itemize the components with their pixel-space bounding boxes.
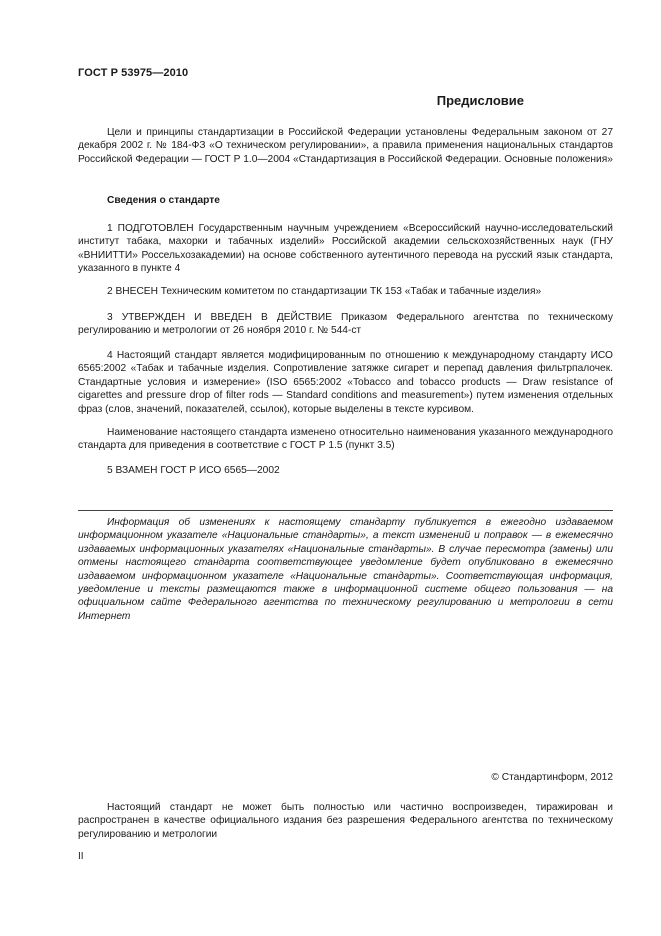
- divider: [78, 510, 613, 511]
- item-5-replaces: 5 ВЗАМЕН ГОСТ Р ИСО 6565—2002: [107, 465, 280, 476]
- item-2-introduced: 2 ВНЕСЕН Техническим комитетом по стандартизации ТК 153 «Табак и табачные изделия»: [107, 286, 542, 297]
- item-4-modification: 4 Настоящий стандарт является модифицированным по отношению к международному стандарту ИСО 6565:2002 «Табак и табачные изделия. Сопротивление затяжке сигарет и перепад давления фильтрпалочек. Стандартные условия и измерение» (ISO 6565:2002 «Tobacco and tobacco products — Draw resistance of cigarettes and pressure drop of filter rods — Standard conditions and measurement») путем изменения отдельных фраз (слов, значений, показателей, ссылок), которые выделены в тексте курсивом.: [78, 350, 613, 415]
- section-heading: Сведения о стандарте: [107, 195, 220, 206]
- page-title-text: Предисловие: [436, 93, 524, 108]
- amendments-notice: Информация об изменениях к настоящему стандарту публикуется в ежегодно издаваемом информационном указателе «Национальные стандарты», а текст изменений и поправок — в ежемесячно издаваемых информационных указателях «Национальные стандарты». В случае пересмотра (замены) или отмены настоящего стандарта соответствующее уведомление будет опубликовано в ежемесячно издаваемом информационном указателе «Национальные стандарты». Соответствующая информация, уведомление и тексты размещаются также в информационной системе общего пользования — на официальном сайте Федерального агентства по техническому регулированию и метрологии в сети Интернет: [78, 517, 613, 622]
- copyright: © Стандартинформ, 2012: [491, 772, 613, 783]
- page-number: II: [78, 851, 84, 862]
- intro-paragraph: Цели и принципы стандартизации в Российской Федерации установлены Федеральным законом от 27 декабря 2002 г. № 184-ФЗ «О техническом регулировании», а правила применения национальных стандартов Российской Федерации — ГОСТ Р 1.0—2004 «Стандартизация в Российской Федерации. Основные положения»: [78, 127, 613, 165]
- item-1-prepared: 1 ПОДГОТОВЛЕН Государственным научным учреждением «Всероссийский научно-исследовательский институт табака, махорки и табачных изделий» Российской академии сельскохозяйственных наук (ГНУ «ВНИИТТИ» Россельхозакадемии) на основе собственного аутентичного перевода на русский язык стандарта, указанного в пункте 4: [78, 223, 613, 275]
- item-4-name-change: Наименование настоящего стандарта изменено относительно наименования указанного международного стандарта для приведения в соответствие с ГОСТ Р 1.5 (пункт 3.5): [78, 427, 613, 452]
- standard-code-header: ГОСТ Р 53975—2010: [78, 67, 189, 79]
- reproduction-notice: Настоящий стандарт не может быть полностью или частично воспроизведен, тиражирован и распространен в качестве официального издания без разрешения Федерального агентства по техническому регулированию и метрологии: [78, 802, 613, 840]
- page-title: [78, 93, 613, 108]
- item-3-approved: 3 УТВЕРЖДЕН И ВВЕДЕН В ДЕЙСТВИЕ Приказом Федерального агентства по техническому регулированию и метрологии от 26 ноября 2010 г. № 544-ст: [78, 312, 613, 337]
